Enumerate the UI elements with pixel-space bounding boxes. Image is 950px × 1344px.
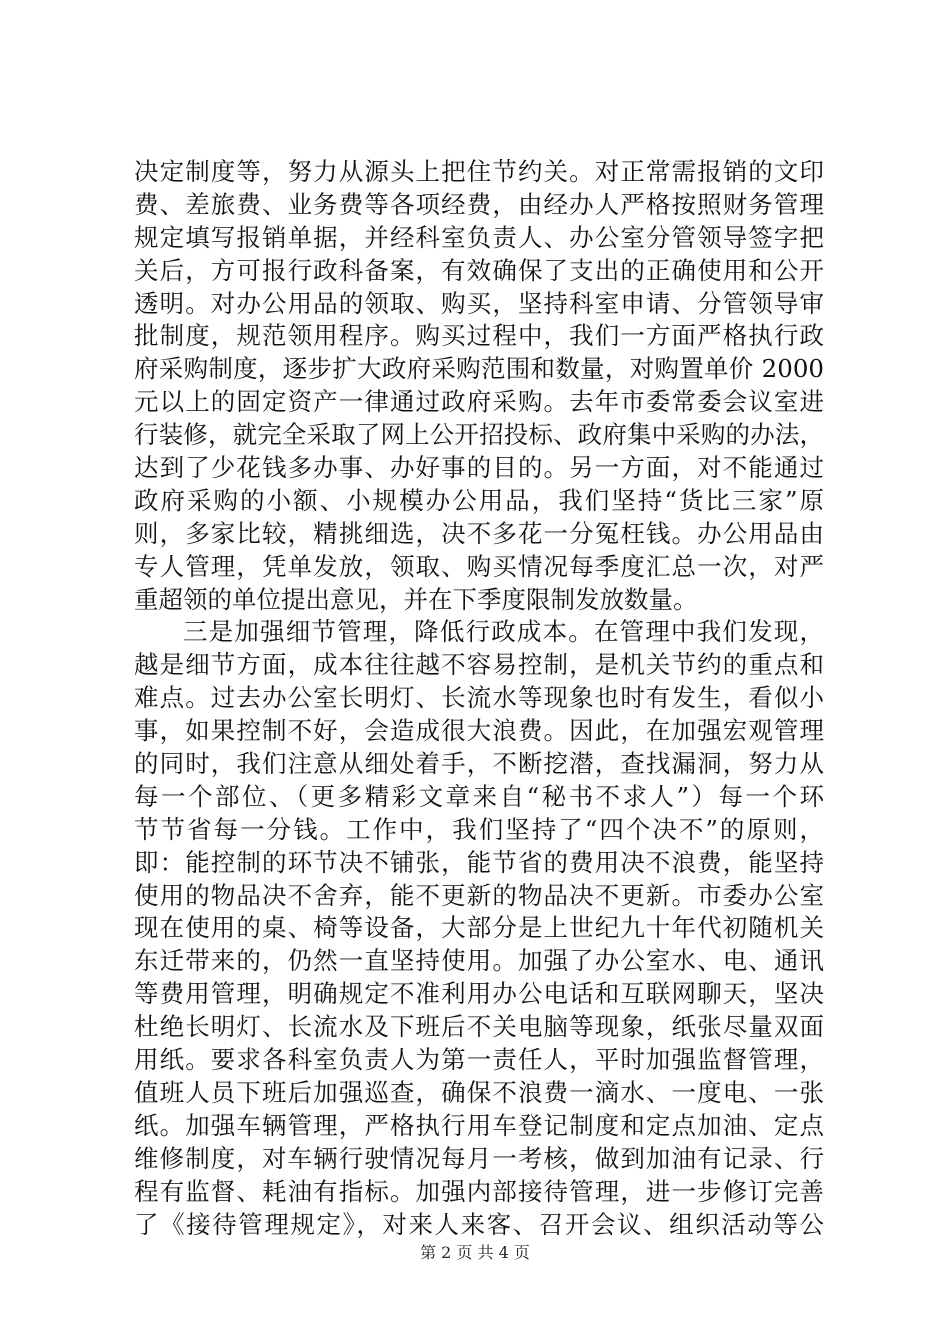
page-footer: [0, 1240, 950, 1263]
text-line: 元以上的固定资产一律通过政府采购。去年市委常委会议室进: [134, 387, 824, 417]
text-line: 越是细节方面，成本往往越不容易控制，是机关节约的重点和: [134, 650, 824, 680]
text-line: 值班人员下班后加强巡查，确保不浪费一滴水、一度电、一张: [134, 1077, 824, 1107]
text-line: 的同时，我们注意从细处着手，不断挖潜，查找漏洞，努力从: [134, 749, 824, 779]
text-line: 府采购制度，逐步扩大政府采购范围和数量，对购置单价 2000: [134, 354, 824, 384]
text-line: 等费用管理，明确规定不准利用办公电话和互联网聊天，坚决: [134, 979, 824, 1009]
text-line: 则，多家比较，精挑细选，决不多花一分冤枉钱。办公用品由: [134, 518, 824, 548]
text-line: 规定填写报销单据，并经科室负责人、办公室分管领导签字把: [134, 222, 824, 252]
text-line: 行装修，就完全采取了网上公开招投标、政府集中采购的办法，: [134, 420, 824, 450]
text-line: 难点。过去办公室长明灯、长流水等现象也时有发生，看似小: [134, 683, 824, 713]
text-line: 事，如果控制不好，会造成很大浪费。因此，在加强宏观管理: [134, 716, 824, 746]
body-text: [134, 156, 824, 1241]
text-line: 杜绝长明灯、长流水及下班后不关电脑等现象，纸张尽量双面: [134, 1012, 824, 1042]
text-line: 即：能控制的环节决不铺张，能节省的费用决不浪费，能坚持: [134, 847, 824, 877]
text-line: 决定制度等，努力从源头上把住节约关。对正常需报销的文印: [134, 157, 824, 186]
text-line: 达到了少花钱多办事、办好事的目的。另一方面，对不能通过: [134, 453, 824, 483]
text-line: 了《接待管理规定》，对来人来客、召开会议、组织活动等公: [134, 1209, 824, 1239]
text-line: 政府采购的小额、小规模办公用品，我们坚持“货比三家”原: [134, 485, 824, 515]
text-line: 现在使用的桌、椅等设备，大部分是上世纪九十年代初随机关: [134, 913, 824, 943]
text-line: 每一个部位、（更多精彩文章来自“秘书不求人”）每一个环: [134, 781, 824, 811]
text-line: 关后，方可报行政科备案，有效确保了支出的正确使用和公开: [134, 255, 824, 285]
text-line: 用纸。要求各科室负责人为第一责任人，平时加强监督管理，: [134, 1045, 824, 1075]
text-line: 纸。加强车辆管理，严格执行用车登记制度和定点加油、定点: [134, 1110, 824, 1140]
text-line: 维修制度，对车辆行驶情况每月一考核，做到加油有记录、行: [134, 1143, 824, 1173]
text-line: 费、差旅费、业务费等各项经费，由经办人严格按照财务管理: [134, 189, 824, 219]
text-line: 透明。对办公用品的领取、购买，坚持科室申请、分管领导审: [134, 288, 824, 318]
text-line: 专人管理，凭单发放，领取、购买情况每季度汇总一次，对严: [134, 551, 824, 581]
text-line: 使用的物品决不舍弃，能不更新的物品决不更新。市委办公室: [134, 880, 824, 910]
text-line: 程有监督、耗油有指标。加强内部接待管理，进一步修订完善: [134, 1176, 824, 1206]
page-number: 第 2 页 共 4 页: [420, 1243, 530, 1262]
text-line: 三是加强细节管理，降低行政成本。在管理中我们发现，: [183, 617, 824, 647]
text-line: 重超领的单位提出意见，并在下季度限制发放数量。: [134, 584, 698, 614]
text-line: 东迁带来的，仍然一直坚持使用。加强了办公室水、电、通讯: [134, 946, 824, 976]
text-line: 批制度，规范领用程序。购买过程中，我们一方面严格执行政: [134, 321, 824, 351]
text-line: 节节省每一分钱。工作中，我们坚持了“四个决不”的原则，: [134, 814, 824, 844]
